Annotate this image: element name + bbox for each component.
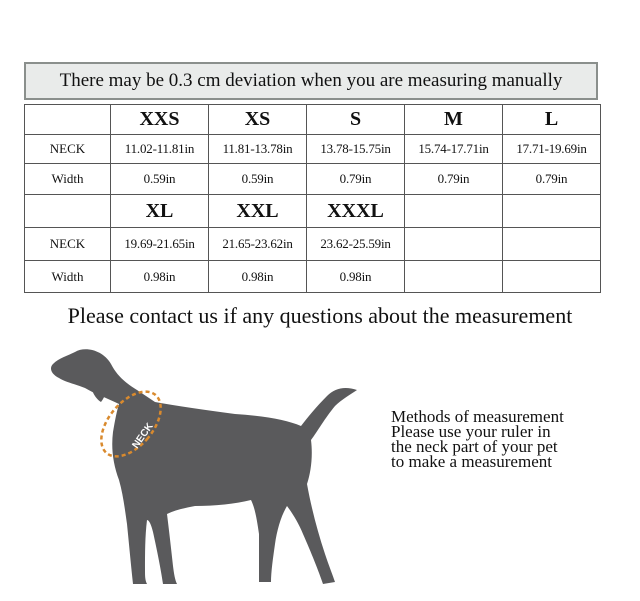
neck-row (25, 228, 601, 261)
method-line: to make a measurement (391, 452, 552, 471)
method-line: the neck part of your pet (391, 437, 558, 456)
neck-value: 11.81-13.78in (209, 135, 307, 164)
size-label: XXL (209, 195, 307, 228)
measurement-method (391, 409, 611, 469)
width-row-label: Width (25, 164, 111, 195)
neck-label: NECK (130, 421, 156, 451)
neck-value: 15.74-17.71in (405, 135, 503, 164)
empty-cell (405, 228, 503, 261)
width-row-label: Width (25, 261, 111, 293)
deviation-notice: There may be 0.3 cm deviation when you are measuring manually (24, 62, 598, 100)
neck-value: 23.62-25.59in (307, 228, 405, 261)
size-label: M (405, 105, 503, 135)
method-line: Please use your ruler in (391, 422, 551, 441)
empty-cell (503, 195, 601, 228)
size-label: S (307, 105, 405, 135)
neck-row-label: NECK (25, 228, 111, 261)
width-value: 0.98in (111, 261, 209, 293)
size-label: XL (111, 195, 209, 228)
empty-cell (25, 105, 111, 135)
width-value: 0.79in (307, 164, 405, 195)
neck-value: 17.71-19.69in (503, 135, 601, 164)
width-value: 0.79in (503, 164, 601, 195)
neck-row-label: NECK (25, 135, 111, 164)
empty-cell (503, 261, 601, 293)
method-title: Methods of measurement (391, 407, 564, 426)
width-value: 0.79in (405, 164, 503, 195)
dog-illustration (45, 344, 375, 589)
dog-body (51, 349, 357, 584)
width-value: 0.98in (307, 261, 405, 293)
width-row (25, 164, 601, 195)
contact-message: Please contact us if any questions about the measurement (67, 303, 573, 328)
empty-cell (405, 261, 503, 293)
empty-cell (503, 228, 601, 261)
size-header-row (25, 195, 601, 228)
size-label: XXXL (307, 195, 405, 228)
empty-cell (25, 195, 111, 228)
size-label: XS (209, 105, 307, 135)
neck-value: 19.69-21.65in (111, 228, 209, 261)
width-value: 0.98in (209, 261, 307, 293)
width-row (25, 261, 601, 293)
size-chart-table (24, 104, 601, 293)
empty-cell (405, 195, 503, 228)
neck-value: 13.78-15.75in (307, 135, 405, 164)
size-label: XXS (111, 105, 209, 135)
size-header-row (25, 105, 601, 135)
width-value: 0.59in (209, 164, 307, 195)
width-value: 0.59in (111, 164, 209, 195)
neck-row (25, 135, 601, 164)
neck-value: 21.65-23.62in (209, 228, 307, 261)
size-label: L (503, 105, 601, 135)
neck-value: 11.02-11.81in (111, 135, 209, 164)
